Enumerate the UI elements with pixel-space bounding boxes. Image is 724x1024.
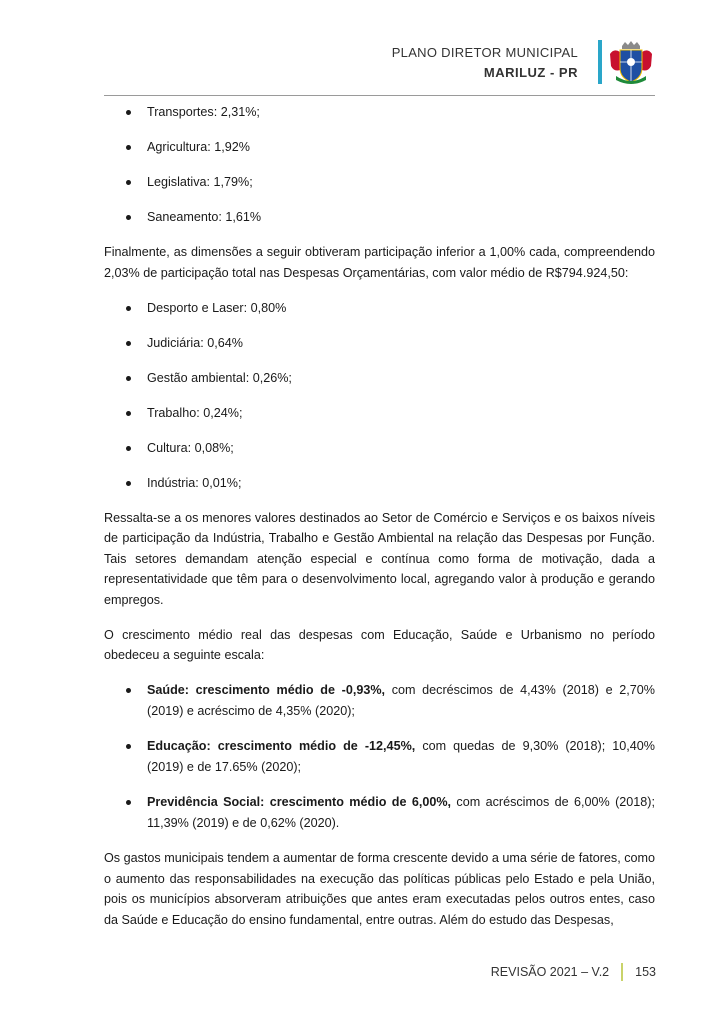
footer-divider <box>621 963 623 981</box>
expense-list-2 <box>104 298 655 494</box>
list-item: Judiciária: 0,64% <box>104 333 655 354</box>
list-item-lead: Educação: crescimento médio de -12,45%, <box>147 739 416 753</box>
list-item: Indústria: 0,01%; <box>104 473 655 494</box>
revision-label: REVISÃO 2021 – V.2 <box>490 965 610 979</box>
list-item: Legislativa: 1,79%; <box>104 172 655 193</box>
list-item: Cultura: 0,08%; <box>104 438 655 459</box>
paragraph: Os gastos municipais tendem a aumentar de forma crescente devido a uma série de fatores, como o aumento das responsabilidades na execução das políticas públicas pelo Estado e pela União, pois os municípios absorveram atribuições que antes eram executadas pelos outros entes, caso da Saúde e Educação do ensino fundamental, entre outras. Além do estudo das Despesas, <box>104 851 655 927</box>
page-number: 153 <box>635 965 656 979</box>
header-accent-bar <box>598 40 602 84</box>
list-item <box>104 680 655 721</box>
list-item <box>104 736 655 777</box>
municipality-name: MARILUZ - PR <box>483 65 578 80</box>
paragraph: Finalmente, as dimensões a seguir obtiveram participação inferior a 1,00% cada, compreendendo 2,03% de participação total nas Despesas Orçamentárias, com valor médio de R$794.924,50: <box>104 245 655 280</box>
list-item-lead: Saúde: crescimento médio de -0,93%, <box>147 683 386 697</box>
list-item-lead: Previdência Social: crescimento médio de 6,00%, <box>147 795 452 809</box>
page-footer <box>491 962 656 982</box>
growth-list <box>104 680 655 833</box>
list-item-text: com decréscimos de 4,43% (2018) e 2,70% (2019) e acréscimo de 4,35% (2020); <box>147 683 655 718</box>
paragraph: Ressalta-se a os menores valores destinados ao Setor de Comércio e Serviços e os baixos níveis de participação da Indústria, Trabalho e Gestão Ambiental na relação das Despesas por Função. Tais setores demandam atenção especial e contínua como forma de motivação, dada a representatividade que têm para o desenvolvimento local, agregando valor à produção e gerando empregos. <box>104 510 655 607</box>
document-body <box>104 102 655 945</box>
header-divider <box>104 95 655 96</box>
list-item <box>104 792 655 833</box>
header-text-block <box>392 44 578 84</box>
list-item: Saneamento: 1,61% <box>104 207 655 228</box>
list-item: Agricultura: 1,92% <box>104 137 655 158</box>
list-item: Transportes: 2,31%; <box>104 102 655 123</box>
expense-list-1 <box>104 102 655 228</box>
coat-of-arms-icon <box>608 40 654 86</box>
list-item: Gestão ambiental: 0,26%; <box>104 368 655 389</box>
paragraph: O crescimento médio real das despesas com Educação, Saúde e Urbanismo no período obedeceu a seguinte escala: <box>104 627 655 662</box>
list-item-text: com quedas de 9,30% (2018); 10,40% (2019) e de 17.65% (2020); <box>147 739 655 774</box>
list-item: Trabalho: 0,24%; <box>104 403 655 424</box>
list-item: Desporto e Laser: 0,80% <box>104 298 655 319</box>
document-title: PLANO DIRETOR MUNICIPAL <box>391 45 578 60</box>
list-item-text: com acréscimos de 6,00% (2018); 11,39% (2019) e de 0,62% (2020). <box>147 795 655 830</box>
page-header <box>0 0 724 100</box>
